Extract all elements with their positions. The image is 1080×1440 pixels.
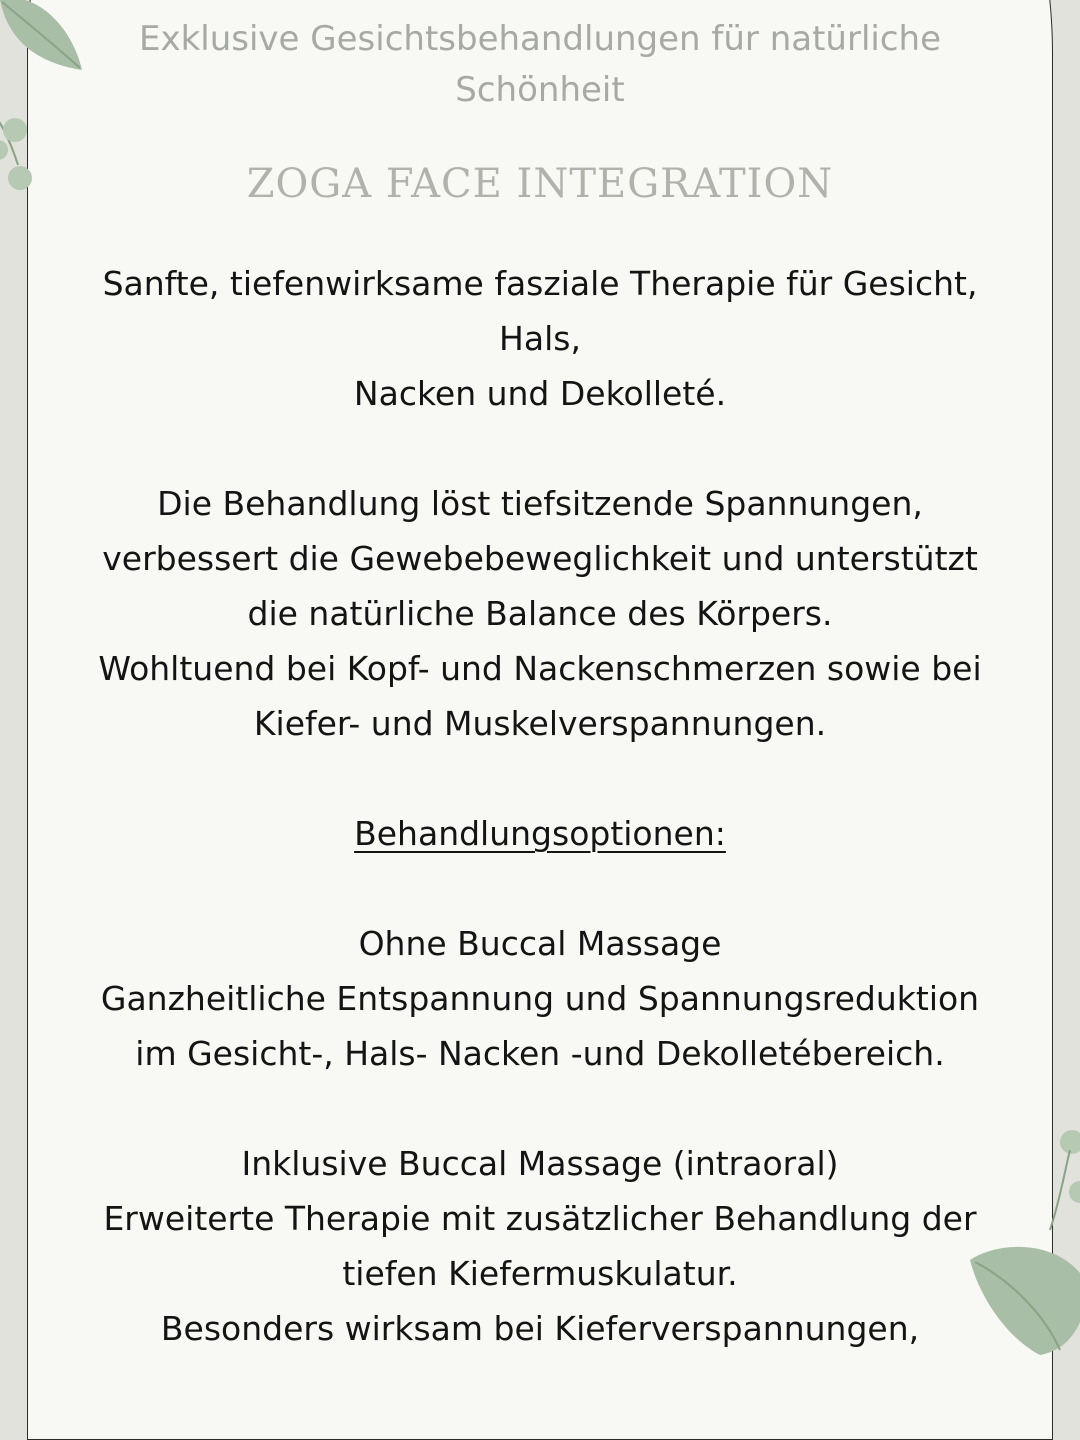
intro-line: Hals, xyxy=(499,319,581,358)
options-heading xyxy=(60,806,1020,861)
subtitle-line: Exklusive Gesichtsbehandlungen für natürliche xyxy=(138,19,942,59)
option-with-buccal xyxy=(60,1136,1020,1356)
option-description-line: Ganzheitliche Entspannung und Spannungsreduktion xyxy=(100,979,980,1018)
page-title: ZOGA FACE INTEGRATION xyxy=(246,161,834,207)
option-description-line: Besonders wirksam bei Kieferverspannungen, xyxy=(160,1309,920,1348)
description-paragraph xyxy=(60,476,1020,751)
option-description-line: Erweiterte Therapie mit zusätzlicher Behandlung der xyxy=(103,1199,977,1238)
description-line: Wohltuend bei Kopf- und Nackenschmerzen sowie bei xyxy=(98,649,982,688)
intro-line: Nacken und Dekolleté. xyxy=(353,374,727,413)
intro-paragraph xyxy=(60,256,1020,421)
option-name: Inklusive Buccal Massage (intraoral) xyxy=(241,1144,839,1183)
description-line: die natürliche Balance des Körpers. xyxy=(247,594,833,633)
description-line: Die Behandlung löst tiefsitzende Spannungen, xyxy=(157,484,923,523)
subtitle xyxy=(60,14,1020,116)
option-description-line: tiefen Kiefermuskulatur. xyxy=(342,1254,738,1293)
intro-line: Sanfte, tiefenwirksame fasziale Therapie für Gesicht, xyxy=(102,264,978,303)
description-line: verbessert die Gewebebeweglichkeit und unterstützt xyxy=(102,539,978,578)
option-without-buccal xyxy=(60,916,1020,1081)
option-name: Ohne Buccal Massage xyxy=(358,924,722,963)
option-description-line: im Gesicht-, Hals- Nacken -und Dekolletébereich. xyxy=(135,1034,945,1073)
options-heading-text: Behandlungsoptionen: xyxy=(354,814,726,853)
subtitle-line: Schönheit xyxy=(455,70,625,110)
description-line: Kiefer- und Muskelverspannungen. xyxy=(253,704,827,743)
